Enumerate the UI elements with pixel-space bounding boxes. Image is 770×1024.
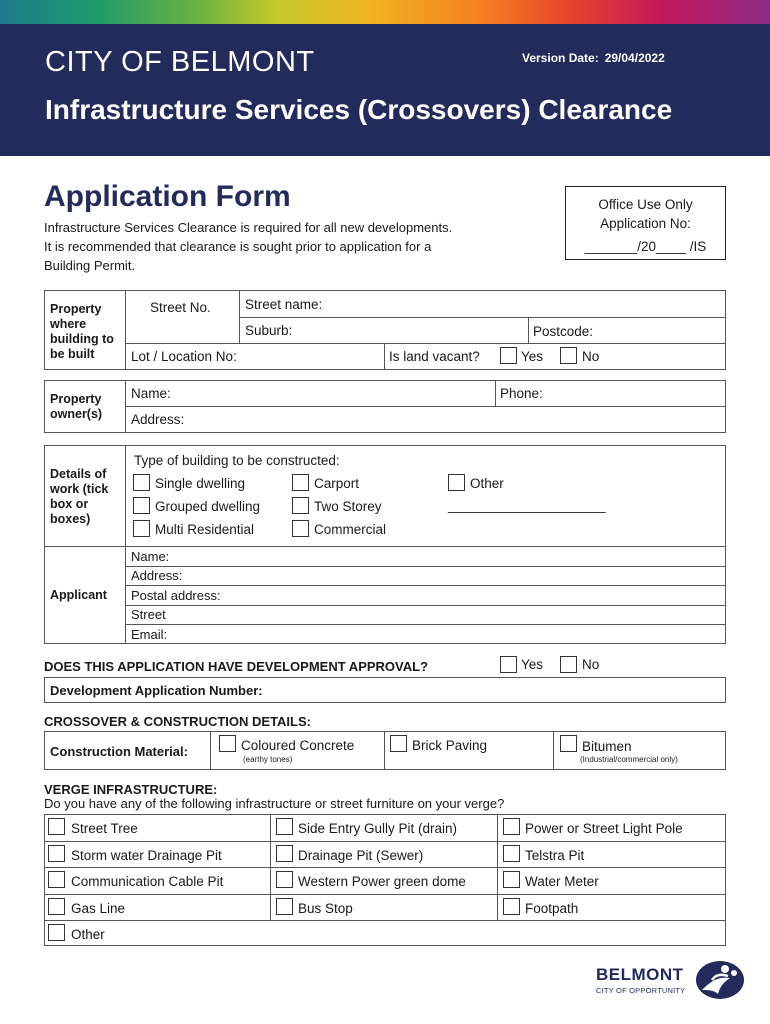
work-details-label: Details of work (tick box or boxes) <box>50 467 109 526</box>
verge-checkbox[interactable] <box>48 871 65 888</box>
verge-checkbox[interactable] <box>276 818 293 835</box>
verge-item-bus-stop: Bus Stop <box>298 901 353 916</box>
verge-heading: VERGE INFRASTRUCTURE: <box>44 782 218 797</box>
divider <box>528 317 529 343</box>
verge-checkbox[interactable] <box>276 898 293 915</box>
divider <box>44 867 726 868</box>
divider <box>270 814 271 920</box>
verge-question: Do you have any of the following infrastructure or street furniture on your verge? <box>44 796 505 811</box>
verge-checkbox[interactable] <box>48 818 65 835</box>
vacant-yes-checkbox[interactable] <box>500 347 517 364</box>
application-no-label: Application No: <box>600 216 691 231</box>
verge-item-green-dome: Western Power green dome <box>298 874 466 889</box>
application-form-heading: Application Form <box>44 180 291 213</box>
construction-material-label: Construction Material: <box>50 744 188 759</box>
verge-item-power-pole: Power or Street Light Pole <box>525 821 683 836</box>
version-label: Version Date: <box>522 51 599 65</box>
logo-name: BELMONT <box>596 965 684 984</box>
vacant-yes-label: Yes <box>521 349 544 364</box>
bitumen-checkbox[interactable] <box>560 735 577 752</box>
carport-label: Carport <box>314 476 360 491</box>
owner-address-field[interactable]: Address: <box>131 412 185 427</box>
divider <box>384 731 385 770</box>
other-building-field[interactable]: _____________________ <box>448 498 606 513</box>
intro-line: It is recommended that clearance is sought prior to application for a <box>44 239 432 254</box>
verge-checkbox[interactable] <box>503 818 520 835</box>
building-type-label: Type of building to be constructed: <box>134 453 340 468</box>
property-label: Property where building to be built <box>50 302 114 361</box>
page-header <box>0 24 770 156</box>
divider <box>125 624 726 625</box>
street-name-field[interactable]: Street name: <box>245 297 323 312</box>
verge-checkbox[interactable] <box>276 871 293 888</box>
grouped-dwelling-checkbox[interactable] <box>133 497 150 514</box>
verge-checkbox[interactable] <box>503 845 520 862</box>
bitumen-note: (Industrial/commercial only) <box>580 755 678 764</box>
carport-checkbox[interactable] <box>292 474 309 491</box>
form-title: Infrastructure Services (Crossovers) Clearance <box>45 94 673 125</box>
grouped-dwelling-label: Grouped dwelling <box>155 499 261 514</box>
verge-checkbox[interactable] <box>503 871 520 888</box>
other-building-label: Other <box>470 476 504 491</box>
owner-label: Property owner(s) <box>50 392 103 421</box>
verge-checkbox[interactable] <box>48 845 65 862</box>
divider <box>125 585 726 586</box>
divider <box>239 317 726 318</box>
verge-item-street-tree: Street Tree <box>71 821 138 836</box>
coloured-concrete-note: (earthy tones) <box>243 755 293 764</box>
divider <box>125 406 726 407</box>
office-use-label: Office Use Only <box>598 197 693 212</box>
approval-yes-checkbox[interactable] <box>500 656 517 673</box>
commercial-checkbox[interactable] <box>292 520 309 537</box>
approval-yes-label: Yes <box>521 657 544 672</box>
verge-item-side-entry-gully-pit: Side Entry Gully Pit (drain) <box>298 821 458 836</box>
divider <box>44 894 726 895</box>
verge-item-communication-pit: Communication Cable Pit <box>71 874 224 889</box>
divider <box>44 546 726 547</box>
two-storey-label: Two Storey <box>314 499 382 514</box>
coloured-concrete-label: Coloured Concrete <box>241 738 355 753</box>
belmont-emblem-icon <box>694 960 746 1000</box>
da-number-label: Development Application Number: <box>50 683 263 698</box>
verge-checkbox[interactable] <box>276 845 293 862</box>
two-storey-checkbox[interactable] <box>292 497 309 514</box>
applicant-postal-field[interactable]: Postal address: <box>131 588 221 603</box>
land-vacant-label: Is land vacant? <box>389 349 480 364</box>
approval-question: DOES THIS APPLICATION HAVE DEVELOPMENT APPROVAL? <box>44 659 429 674</box>
divider <box>125 566 726 567</box>
owner-name-field[interactable]: Name: <box>131 386 171 401</box>
divider <box>44 920 726 921</box>
divider <box>495 380 496 406</box>
multi-residential-checkbox[interactable] <box>133 520 150 537</box>
multi-residential-label: Multi Residential <box>155 522 255 537</box>
verge-item-gas-line: Gas Line <box>71 901 126 916</box>
single-dwelling-checkbox[interactable] <box>133 474 150 491</box>
verge-checkbox[interactable] <box>48 924 65 941</box>
postcode-field[interactable]: Postcode: <box>533 324 594 339</box>
intro-text <box>44 218 514 275</box>
office-use-box <box>565 186 726 260</box>
owner-phone-field[interactable]: Phone: <box>500 386 543 401</box>
intro-line: Building Permit. <box>44 258 136 273</box>
application-no-field[interactable]: _______/20____ /IS <box>584 239 707 254</box>
single-dwelling-label: Single dwelling <box>155 476 246 491</box>
other-building-checkbox[interactable] <box>448 474 465 491</box>
verge-item-water-meter: Water Meter <box>525 874 599 889</box>
applicant-street-field[interactable]: Street <box>131 607 166 622</box>
verge-checkbox[interactable] <box>48 898 65 915</box>
brick-paving-label: Brick Paving <box>412 738 488 753</box>
street-no-field[interactable]: Street No. <box>150 300 211 315</box>
verge-item-drainage-pit: Drainage Pit (Sewer) <box>298 848 424 863</box>
commercial-label: Commercial <box>314 522 387 537</box>
vacant-no-label: No <box>582 349 600 364</box>
lot-field[interactable]: Lot / Location No: <box>131 349 237 364</box>
header-color-band <box>0 0 770 24</box>
brick-paving-checkbox[interactable] <box>390 735 407 752</box>
applicant-name-field[interactable]: Name: <box>131 549 170 564</box>
applicant-address-field[interactable]: Address: <box>131 568 183 583</box>
bitumen-label: Bitumen <box>582 739 632 754</box>
version-value: 29/04/2022 <box>604 51 665 65</box>
divider <box>125 605 726 606</box>
verge-item-storm-water-pit: Storm water Drainage Pit <box>71 848 222 863</box>
coloured-concrete-checkbox[interactable] <box>219 735 236 752</box>
approval-no-checkbox[interactable] <box>560 656 577 673</box>
divider <box>44 841 726 842</box>
verge-item-telstra-pit: Telstra Pit <box>525 848 585 863</box>
divider <box>125 290 126 370</box>
crossover-heading: CROSSOVER & CONSTRUCTION DETAILS: <box>44 714 311 729</box>
divider <box>125 445 126 644</box>
logo-tagline: CITY OF OPPORTUNITY <box>596 986 686 995</box>
divider <box>384 343 385 370</box>
divider <box>497 814 498 920</box>
approval-no-label: No <box>582 657 600 672</box>
intro-line: Infrastructure Services Clearance is required for all new developments. <box>44 220 453 235</box>
vacant-no-checkbox[interactable] <box>560 347 577 364</box>
divider <box>553 731 554 770</box>
city-name: CITY OF BELMONT <box>45 46 315 78</box>
divider <box>210 731 211 770</box>
verge-checkbox[interactable] <box>503 898 520 915</box>
suburb-field[interactable]: Suburb: <box>245 323 293 338</box>
divider <box>125 343 726 344</box>
belmont-logo <box>596 965 685 995</box>
applicant-email-field[interactable]: Email: <box>131 627 168 642</box>
version-date <box>522 51 665 65</box>
applicant-label: Applicant <box>50 588 107 602</box>
verge-item-footpath: Footpath <box>525 901 579 916</box>
verge-item-other: Other <box>71 927 105 942</box>
